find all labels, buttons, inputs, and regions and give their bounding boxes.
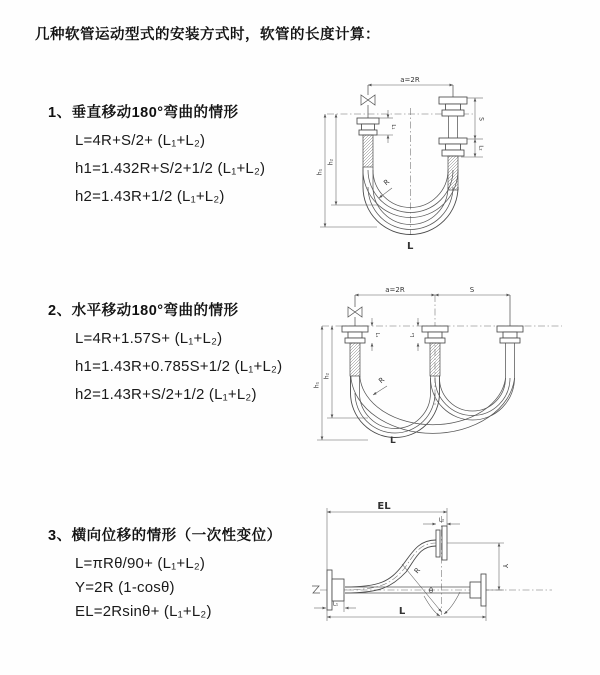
right-flange-lower	[439, 138, 467, 156]
section-2-heading: 2、水平移动180°弯曲的情形	[48, 303, 239, 319]
valve-icon	[361, 95, 375, 105]
angle-label: θ	[428, 587, 434, 595]
right-flange	[470, 574, 486, 606]
dim-label-l2: L₂	[438, 517, 445, 524]
radius-label: R	[382, 177, 392, 188]
formula: h1=1.432R+S/2+1/2 (L₁+L₂)	[75, 160, 266, 177]
dim-label-l2: L₂	[477, 145, 484, 151]
section-vertical-180	[48, 101, 348, 216]
braided-hose-left	[363, 135, 373, 167]
valve-icon	[348, 307, 362, 317]
section-horizontal-180	[48, 299, 348, 414]
hose-arcs-moved-right	[431, 378, 515, 420]
length-label: L	[398, 606, 406, 617]
dim-label-l1: L₁	[374, 332, 380, 338]
dim-label-l1: L₁	[390, 124, 396, 130]
formula: h2=1.43R+S/2+1/2 (L₁+L₂)	[75, 386, 257, 403]
formula: h2=1.43R+1/2 (L₁+L₂)	[75, 188, 225, 205]
formula: L=4R+1.57S+ (L₁+L₂)	[75, 330, 223, 347]
dim-label-l1: L₁	[332, 601, 339, 608]
dim-label-el: EL	[377, 501, 391, 512]
dim-label-h2: h₂	[327, 158, 335, 166]
diagram-vertical-180	[315, 72, 595, 257]
dim-label-s: S	[477, 117, 485, 121]
dim-label-a2r: a=2R	[400, 76, 420, 84]
pipe-break-mark	[312, 586, 320, 593]
page-title: 几种软管运动型式的安装方式时，软管的长度计算：	[35, 27, 380, 43]
braided-hose-left	[350, 343, 360, 376]
formula: EL=2Rsinθ+ (L₁+L₂)	[75, 603, 212, 620]
left-flange	[357, 118, 379, 135]
diagram-horizontal-180	[310, 283, 595, 450]
dim-label-s: S	[469, 286, 475, 294]
left-flange	[342, 326, 368, 343]
hose-curve	[340, 540, 436, 593]
dim-label-h2: h₂	[323, 372, 331, 380]
dim-label-a2r: a=2R	[385, 286, 405, 294]
section-1-heading: 1、垂直移动180°弯曲的情形	[48, 105, 239, 121]
formula: Y=2R (1-cosθ)	[75, 579, 175, 596]
length-label: L	[390, 436, 396, 446]
formula: L=πRθ/90+ (L₁+L₂)	[75, 555, 206, 572]
dim-label-l2: L₂	[410, 332, 416, 338]
radius-label: R	[377, 375, 387, 386]
braided-hose-middle	[430, 343, 440, 376]
dim-label-y: Y	[501, 563, 509, 569]
right-flange	[497, 326, 523, 343]
middle-flange	[422, 326, 448, 343]
formula: L=4R+S/2+ (L₁+L₂)	[75, 132, 206, 149]
length-label: L	[407, 241, 414, 252]
formula: h1=1.43R+0.785S+1/2 (L₁+L₂)	[75, 358, 283, 375]
section-3-heading: 3、横向位移的情形（一次性变位）	[48, 528, 282, 544]
right-flange-upper	[439, 97, 467, 116]
dim-label-h1: h₁	[313, 381, 321, 389]
dim-label-h1: h₁	[316, 168, 324, 176]
radius-label: R	[412, 566, 423, 576]
hose-arcs-original	[351, 376, 440, 438]
diagram-lateral-displacement	[300, 500, 600, 650]
